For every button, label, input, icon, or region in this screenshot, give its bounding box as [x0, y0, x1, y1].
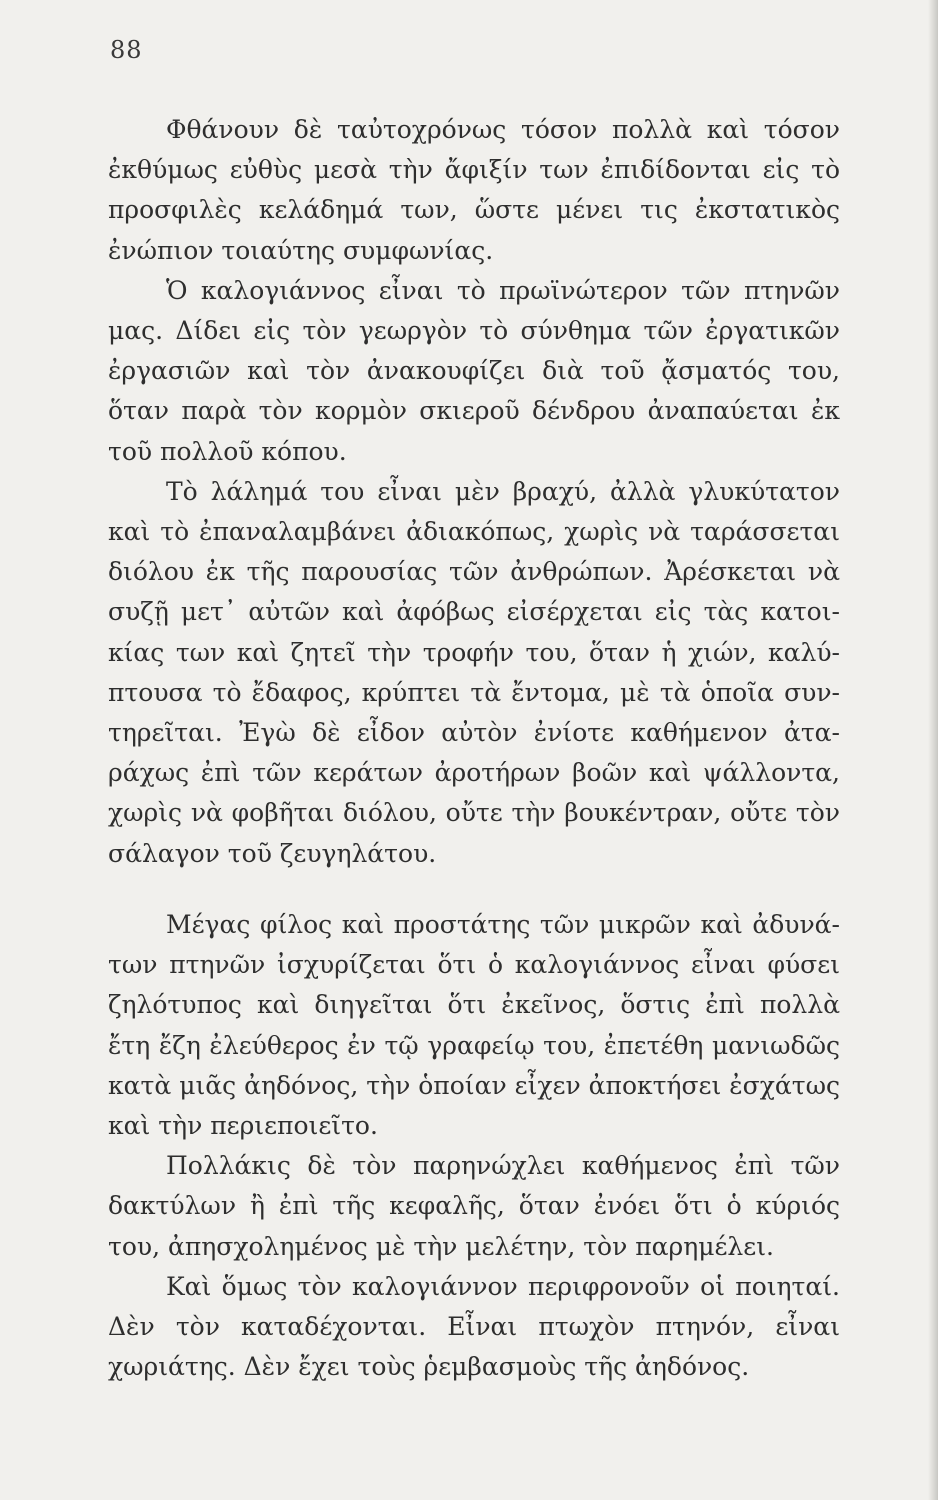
- paragraph: Καὶ ὅμως τὸν καλογιάννον περιφρονοῦν οἱ ποιηταί. Δὲν τὸν καταδέχονται. Εἶναι πτωχὸν πτηνόν, εἶναι χωριάτης. Δὲν ἔχει τοὺς ῥεμβασμοὺς τῆς ἀηδόνος.: [108, 1271, 840, 1382]
- text-section-one: [108, 110, 840, 874]
- text-section-two: [108, 905, 840, 1387]
- page-number: 88: [110, 36, 143, 64]
- paragraph: Ὁ καλογιάννος εἶναι τὸ πρωϊνώτερον τῶν πτηνῶν μας. Δίδει εἰς τὸν γεωργὸν τὸ σύνθημα τῶν ἐργατικῶν ἐργασιῶν καὶ τὸν ἀνακουφίζει διὰ τοῦ ᾄσματός του, ὅταν παρὰ τὸν κορμὸν σκιεροῦ δένδρου ἀναπαύεται ἐκ τοῦ πολλοῦ κόπου.: [108, 275, 840, 466]
- paragraph: Μέγας φίλος καὶ προστάτης τῶν μικρῶν καὶ ἀδυνάτων πτηνῶν ἰσχυρίζεται ὅτι ὁ καλογιάννος εἶναι φύσει ζηλότυπος καὶ διηγεῖται ὅτι ἐκεῖνος, ὅστις ἐπὶ πολλὰ ἔτη ἔζη ἐλεύθερος ἐν τῷ γραφείῳ του, ἐπετέθη μανιωδῶς κατὰ μιᾶς ἀηδόνος, τὴν ὁποίαν εἶχεν ἀποκτήσει ἐσχάτως καὶ τὴν περιεποιεῖτο.: [108, 910, 840, 1141]
- paragraph: Φθάνουν δὲ ταὐτοχρόνως τόσον πολλὰ καὶ τόσον ἐκθύμως εὐθὺς μεσὰ τὴν ἄφιξίν των ἐπιδίδονται εἰς τὸ προσφιλὲς κελάδημά των, ὥστε μένει τις ἐκστατικὸς ἐνώπιον τοιαύτης συμφωνίας.: [108, 115, 840, 265]
- paragraph: Πολλάκις δὲ τὸν παρηνώχλει καθήμενος ἐπὶ τῶν δακτύλων ἢ ἐπὶ τῆς κεφαλῆς, ὅταν ἐνόει ὅτι ὁ κύριός του, ἀπησχολημένος μὲ τὴν μελέτην, τὸν παρημέλει.: [108, 1151, 840, 1261]
- paragraph: Τὸ λάλημά του εἶναι μὲν βραχύ, ἀλλὰ γλυκύτατον καὶ τὸ ἐπαναλαμβάνει ἀδιακόπως, χωρὶς νὰ ταράσσεται διόλου ἐκ τῆς παρουσίας τῶν ἀνθρώπων. Ἀρέσκεται νὰ συζῇ μετ᾿ αὐτῶν καὶ ἀφόβως εἰσέρχεται εἰς τὰς κατοικίας των καὶ ζητεῖ τὴν τροφήν του, ὅταν ἡ χιών, καλύπτουσα τὸ ἔδαφος, κρύπτει τὰ ἔντομα, μὲ τὰ ὁποῖα συντηρεῖται. Ἐγὼ δὲ εἶδον αὐτὸν ἐνίοτε καθήμενον ἀταράχως ἐπὶ τῶν κεράτων ἀροτήρων βοῶν καὶ ψάλλοντα, χωρὶς νὰ φοβῆται διόλου, οὔτε τὴν βουκέντραν, οὔτε τὸν σάλαγον τοῦ ζευγηλάτου.: [108, 476, 840, 868]
